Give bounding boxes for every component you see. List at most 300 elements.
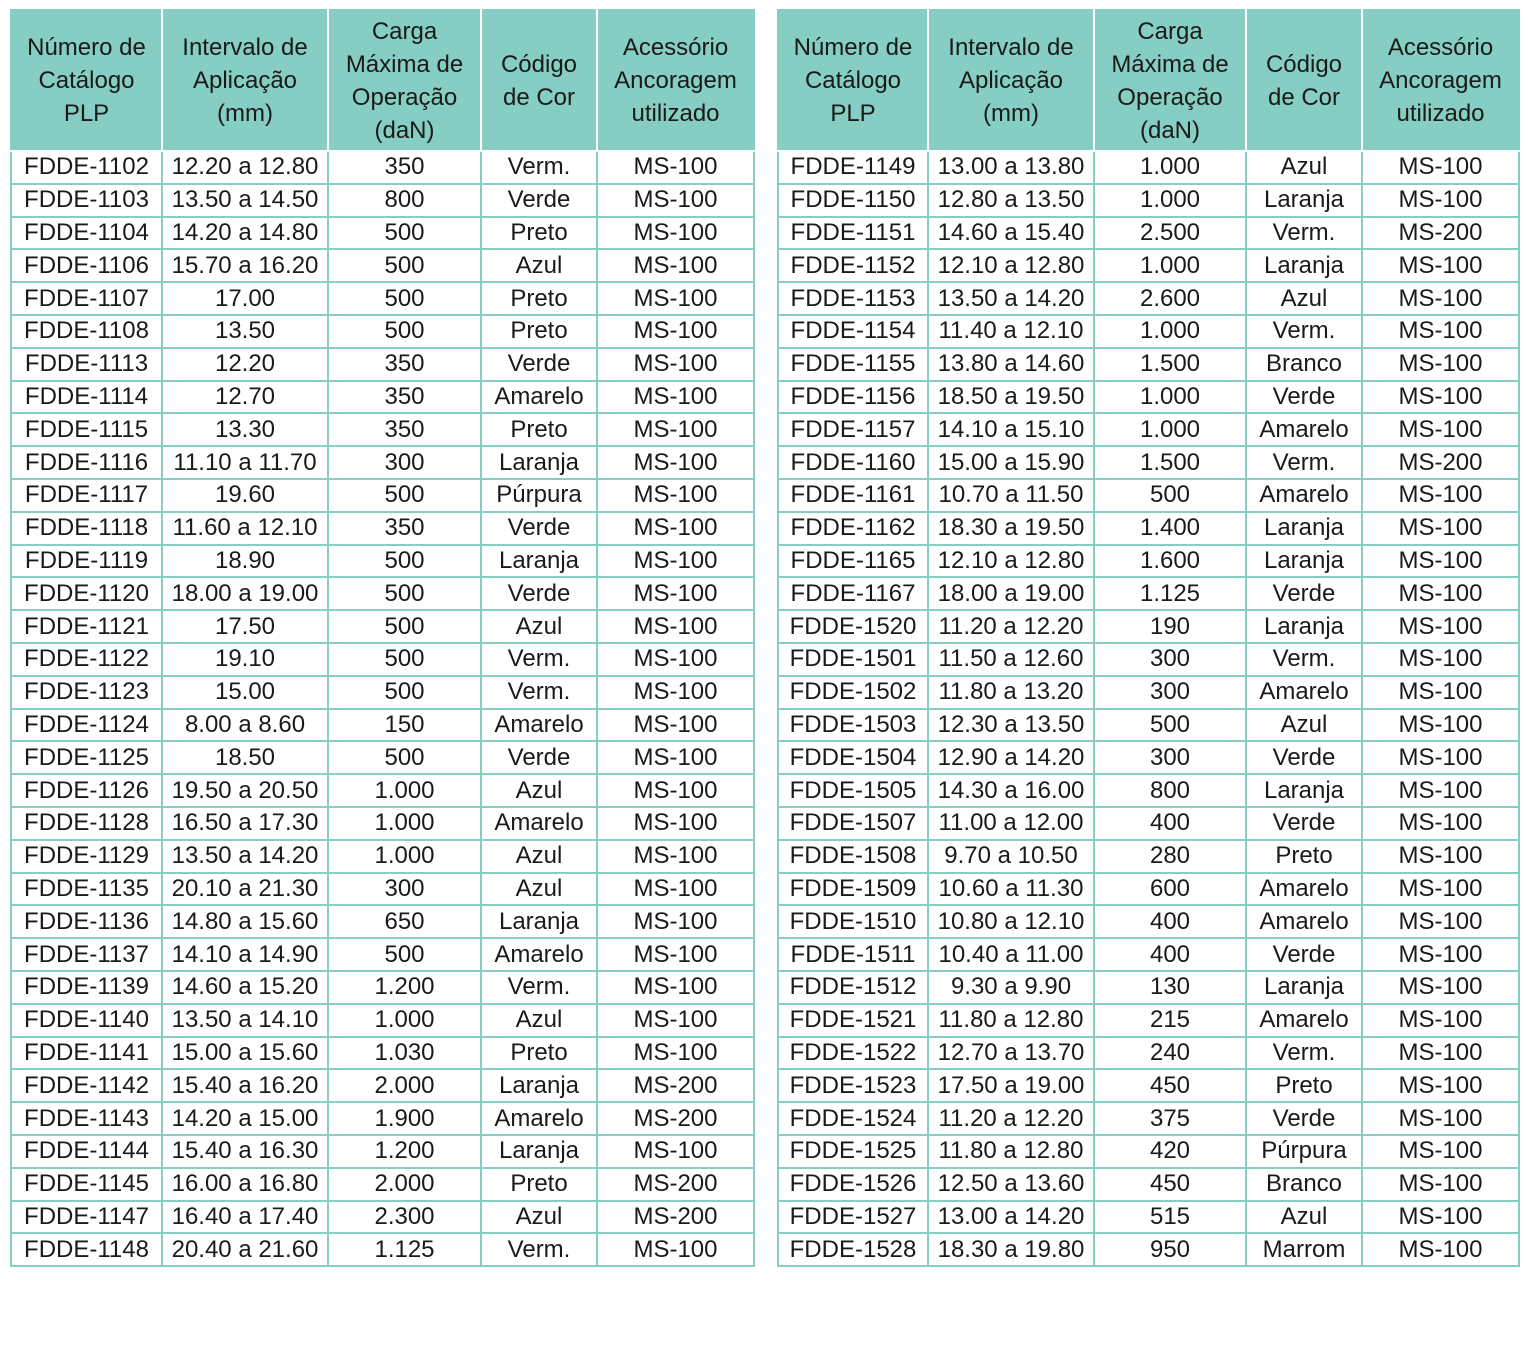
catalog-number-cell: FDDE-1116: [11, 446, 162, 479]
table-header: [11, 10, 754, 151]
table-row: [11, 1168, 754, 1201]
table-row: [11, 282, 754, 315]
anchor-accessory-cell: MS-100: [1362, 709, 1519, 742]
catalog-number-cell: FDDE-1140: [11, 1004, 162, 1037]
table-row: [778, 413, 1519, 446]
application-range-cell: 11.80 a 12.80: [928, 1135, 1094, 1168]
catalog-number-cell: FDDE-1143: [11, 1102, 162, 1135]
color-code-cell: Verde: [1246, 381, 1362, 414]
table-row: [11, 446, 754, 479]
color-code-cell: Branco: [1246, 1168, 1362, 1201]
application-range-cell: 18.50 a 19.50: [928, 381, 1094, 414]
header-line: Aplicação: [192, 67, 298, 94]
anchor-accessory-cell: MS-100: [597, 905, 754, 938]
max-load-cell: 1.000: [328, 774, 481, 807]
color-code-cell: Amarelo: [1246, 873, 1362, 906]
application-range-cell: 12.70 a 13.70: [928, 1037, 1094, 1070]
max-load-cell: 2.300: [328, 1201, 481, 1234]
catalog-number-cell: FDDE-1139: [11, 971, 162, 1004]
catalog-number-cell: FDDE-1507: [778, 807, 928, 840]
max-load-cell: 1.400: [1094, 512, 1246, 545]
color-code-cell: Amarelo: [481, 807, 597, 840]
header-application-range: [928, 10, 1094, 151]
anchor-accessory-cell: MS-100: [1362, 1201, 1519, 1234]
table-row: [778, 151, 1519, 184]
table-row: [778, 315, 1519, 348]
anchor-accessory-cell: MS-100: [1362, 315, 1519, 348]
anchor-accessory-cell: MS-100: [597, 545, 754, 578]
color-code-cell: Verm.: [481, 151, 597, 184]
table-row: [778, 1135, 1519, 1168]
application-range-cell: 14.10 a 14.90: [162, 938, 328, 971]
application-range-cell: 15.40 a 16.20: [162, 1069, 328, 1102]
header-catalog-number: [778, 10, 928, 151]
max-load-cell: 130: [1094, 971, 1246, 1004]
header-line: Operação: [1117, 83, 1223, 111]
application-range-cell: 11.00 a 12.00: [928, 807, 1094, 840]
anchor-accessory-cell: MS-100: [1362, 413, 1519, 446]
anchor-accessory-cell: MS-100: [597, 643, 754, 676]
catalog-number-cell: FDDE-1108: [11, 315, 162, 348]
max-load-cell: 215: [1094, 1004, 1246, 1037]
catalog-number-cell: FDDE-1136: [11, 905, 162, 938]
table-row: [778, 676, 1519, 709]
max-load-cell: 300: [1094, 741, 1246, 774]
catalog-number-cell: FDDE-1527: [778, 1201, 928, 1234]
color-code-cell: Laranja: [481, 545, 597, 578]
anchor-accessory-cell: MS-100: [597, 1233, 754, 1266]
header-line: utilizado: [631, 100, 720, 127]
application-range-cell: 19.60: [162, 479, 328, 512]
table-row: [11, 545, 754, 578]
table-row: [11, 348, 754, 381]
application-range-cell: 12.30 a 13.50: [928, 709, 1094, 742]
application-range-cell: 12.70: [162, 381, 328, 414]
catalog-number-cell: FDDE-1126: [11, 774, 162, 807]
table-row: [11, 807, 754, 840]
header-line: Aplicação: [958, 67, 1064, 94]
application-range-cell: 11.60 a 12.10: [162, 512, 328, 545]
application-range-cell: 15.00: [162, 676, 328, 709]
color-code-cell: Azul: [1246, 282, 1362, 315]
header-line: Acessório: [1387, 34, 1494, 61]
max-load-cell: 350: [328, 512, 481, 545]
color-code-cell: Preto: [481, 1168, 597, 1201]
anchor-accessory-cell: MS-100: [597, 315, 754, 348]
color-code-cell: Preto: [1246, 1069, 1362, 1102]
catalog-number-cell: FDDE-1512: [778, 971, 928, 1004]
color-code-cell: Verde: [481, 184, 597, 217]
anchor-accessory-cell: MS-100: [1362, 1135, 1519, 1168]
anchor-accessory-cell: MS-100: [597, 938, 754, 971]
anchor-accessory-cell: MS-200: [597, 1102, 754, 1135]
max-load-cell: 1.000: [328, 840, 481, 873]
table-row: [11, 577, 754, 610]
anchor-accessory-cell: MS-100: [597, 282, 754, 315]
anchor-accessory-cell: MS-100: [1362, 873, 1519, 906]
max-load-cell: 150: [328, 709, 481, 742]
color-code-cell: Azul: [1246, 1201, 1362, 1234]
anchor-accessory-cell: MS-100: [597, 381, 754, 414]
max-load-cell: 350: [328, 413, 481, 446]
color-code-cell: Preto: [481, 282, 597, 315]
max-load-cell: 1.500: [1094, 348, 1246, 381]
application-range-cell: 16.40 a 17.40: [162, 1201, 328, 1234]
header-line: Código: [500, 50, 578, 78]
table-row: [11, 151, 754, 184]
max-load-cell: 2.000: [328, 1168, 481, 1201]
table-row: [11, 971, 754, 1004]
color-code-cell: Verde: [1246, 741, 1362, 774]
color-code-cell: Laranja: [1246, 545, 1362, 578]
catalog-number-cell: FDDE-1141: [11, 1037, 162, 1070]
catalog-number-cell: FDDE-1526: [778, 1168, 928, 1201]
color-code-cell: Azul: [1246, 151, 1362, 184]
color-code-cell: Laranja: [1246, 610, 1362, 643]
max-load-cell: 800: [328, 184, 481, 217]
application-range-cell: 12.10 a 12.80: [928, 545, 1094, 578]
application-range-cell: 18.00 a 19.00: [162, 577, 328, 610]
table-row: [778, 1037, 1519, 1070]
catalog-number-cell: FDDE-1107: [11, 282, 162, 315]
application-range-cell: 15.70 a 16.20: [162, 249, 328, 282]
catalog-number-cell: FDDE-1160: [778, 446, 928, 479]
catalog-table-right: [777, 9, 1520, 1267]
header-line: Operação: [351, 83, 458, 111]
table-row: [11, 512, 754, 545]
catalog-number-cell: FDDE-1150: [778, 184, 928, 217]
catalog-number-cell: FDDE-1144: [11, 1135, 162, 1168]
anchor-accessory-cell: MS-100: [1362, 971, 1519, 1004]
max-load-cell: 400: [1094, 807, 1246, 840]
application-range-cell: 11.20 a 12.20: [928, 1102, 1094, 1135]
table-body: [778, 151, 1519, 1266]
color-code-cell: Laranja: [481, 1135, 597, 1168]
application-range-cell: 13.80 a 14.60: [928, 348, 1094, 381]
application-range-cell: 13.00 a 13.80: [928, 151, 1094, 184]
table-row: [11, 1201, 754, 1234]
color-code-cell: Laranja: [1246, 184, 1362, 217]
table-row: [778, 381, 1519, 414]
catalog-number-cell: FDDE-1528: [778, 1233, 928, 1266]
anchor-accessory-cell: MS-100: [1362, 610, 1519, 643]
color-code-cell: Verm.: [1246, 446, 1362, 479]
catalog-number-cell: FDDE-1154: [778, 315, 928, 348]
color-code-cell: Amarelo: [1246, 1004, 1362, 1037]
header-line: Intervalo de: [948, 34, 1074, 61]
max-load-cell: 1.000: [328, 807, 481, 840]
application-range-cell: 11.50 a 12.60: [928, 643, 1094, 676]
catalog-number-cell: FDDE-1156: [778, 381, 928, 414]
table-row: [778, 840, 1519, 873]
max-load-cell: 600: [1094, 873, 1246, 906]
anchor-accessory-cell: MS-100: [1362, 1004, 1519, 1037]
table-row: [11, 217, 754, 250]
max-load-cell: 500: [328, 217, 481, 250]
header-line: PLP: [63, 100, 110, 127]
color-code-cell: Laranja: [1246, 774, 1362, 807]
application-range-cell: 12.50 a 13.60: [928, 1168, 1094, 1201]
application-range-cell: 14.30 a 16.00: [928, 774, 1094, 807]
table-row: [778, 1168, 1519, 1201]
anchor-accessory-cell: MS-100: [597, 971, 754, 1004]
color-code-cell: Amarelo: [1246, 905, 1362, 938]
anchor-accessory-cell: MS-100: [1362, 807, 1519, 840]
catalog-number-cell: FDDE-1502: [778, 676, 928, 709]
color-code-cell: Laranja: [481, 905, 597, 938]
max-load-cell: 500: [328, 610, 481, 643]
application-range-cell: 14.80 a 15.60: [162, 905, 328, 938]
max-load-cell: 1.200: [328, 971, 481, 1004]
max-load-cell: 375: [1094, 1102, 1246, 1135]
application-range-cell: 13.50 a 14.10: [162, 1004, 328, 1037]
table-row: [778, 577, 1519, 610]
application-range-cell: 13.50 a 14.20: [928, 282, 1094, 315]
anchor-accessory-cell: MS-100: [1362, 512, 1519, 545]
anchor-accessory-cell: MS-100: [597, 709, 754, 742]
table-row: [778, 446, 1519, 479]
header-line: Carga: [371, 17, 438, 45]
table-row: [778, 610, 1519, 643]
application-range-cell: 13.00 a 14.20: [928, 1201, 1094, 1234]
color-code-cell: Púrpura: [481, 479, 597, 512]
table-row: [778, 873, 1519, 906]
application-range-cell: 12.80 a 13.50: [928, 184, 1094, 217]
catalog-number-cell: FDDE-1505: [778, 774, 928, 807]
color-code-cell: Verm.: [481, 971, 597, 1004]
table-row: [11, 905, 754, 938]
anchor-accessory-cell: MS-100: [597, 184, 754, 217]
table-row: [778, 249, 1519, 282]
max-load-cell: 1.030: [328, 1037, 481, 1070]
catalog-number-cell: FDDE-1117: [11, 479, 162, 512]
anchor-accessory-cell: MS-100: [1362, 741, 1519, 774]
color-code-cell: Marrom: [1246, 1233, 1362, 1266]
max-load-cell: 240: [1094, 1037, 1246, 1070]
color-code-cell: Azul: [481, 610, 597, 643]
color-code-cell: Laranja: [481, 446, 597, 479]
application-range-cell: 17.50: [162, 610, 328, 643]
max-load-cell: 500: [328, 938, 481, 971]
anchor-accessory-cell: MS-200: [1362, 446, 1519, 479]
table-row: [11, 1135, 754, 1168]
color-code-cell: Verm.: [481, 676, 597, 709]
max-load-cell: 450: [1094, 1168, 1246, 1201]
max-load-cell: 1.900: [328, 1102, 481, 1135]
table-row: [778, 1004, 1519, 1037]
application-range-cell: 10.60 a 11.30: [928, 873, 1094, 906]
application-range-cell: 17.50 a 19.00: [928, 1069, 1094, 1102]
catalog-number-cell: FDDE-1151: [778, 217, 928, 250]
color-code-cell: Verde: [1246, 807, 1362, 840]
application-range-cell: 11.40 a 12.10: [928, 315, 1094, 348]
header-line: Máxima de: [345, 50, 464, 78]
application-range-cell: 20.40 a 21.60: [162, 1233, 328, 1266]
max-load-cell: 2.500: [1094, 217, 1246, 250]
max-load-cell: 350: [328, 348, 481, 381]
table-row: [11, 1102, 754, 1135]
max-load-cell: 1.000: [1094, 249, 1246, 282]
table-row: [778, 512, 1519, 545]
application-range-cell: 14.60 a 15.20: [162, 971, 328, 1004]
catalog-number-cell: FDDE-1135: [11, 873, 162, 906]
header-line: Código: [1265, 50, 1343, 78]
catalog-number-cell: FDDE-1137: [11, 938, 162, 971]
max-load-cell: 1.000: [1094, 151, 1246, 184]
color-code-cell: Verde: [1246, 938, 1362, 971]
color-code-cell: Preto: [481, 1037, 597, 1070]
anchor-accessory-cell: MS-100: [1362, 249, 1519, 282]
catalog-number-cell: FDDE-1122: [11, 643, 162, 676]
anchor-accessory-cell: MS-200: [597, 1201, 754, 1234]
anchor-accessory-cell: MS-100: [597, 413, 754, 446]
color-code-cell: Laranja: [1246, 971, 1362, 1004]
catalog-number-cell: FDDE-1165: [778, 545, 928, 578]
max-load-cell: 500: [328, 282, 481, 315]
catalog-number-cell: FDDE-1523: [778, 1069, 928, 1102]
header-row: [778, 10, 1519, 151]
application-range-cell: 14.20 a 15.00: [162, 1102, 328, 1135]
color-code-cell: Laranja: [1246, 249, 1362, 282]
table-row: [11, 1004, 754, 1037]
color-code-cell: Verde: [1246, 1102, 1362, 1135]
table-row: [11, 184, 754, 217]
header-line: Ancoragem: [614, 67, 737, 94]
application-range-cell: 12.90 a 14.20: [928, 741, 1094, 774]
table-row: [778, 1201, 1519, 1234]
catalog-number-cell: FDDE-1119: [11, 545, 162, 578]
application-range-cell: 14.20 a 14.80: [162, 217, 328, 250]
catalog-number-cell: FDDE-1120: [11, 577, 162, 610]
max-load-cell: 500: [328, 315, 481, 348]
header-max-load: [1094, 10, 1246, 151]
color-code-cell: Verm.: [1246, 217, 1362, 250]
application-range-cell: 11.80 a 12.80: [928, 1004, 1094, 1037]
color-code-cell: Azul: [481, 774, 597, 807]
table-row: [11, 1069, 754, 1102]
catalog-number-cell: FDDE-1128: [11, 807, 162, 840]
application-range-cell: 9.70 a 10.50: [928, 840, 1094, 873]
application-range-cell: 9.30 a 9.90: [928, 971, 1094, 1004]
catalog-number-cell: FDDE-1504: [778, 741, 928, 774]
catalog-number-cell: FDDE-1102: [11, 151, 162, 184]
max-load-cell: 800: [1094, 774, 1246, 807]
catalog-number-cell: FDDE-1149: [778, 151, 928, 184]
header-line: Catálogo: [38, 67, 135, 94]
table-row: [778, 1069, 1519, 1102]
header-line: Número de: [793, 34, 913, 61]
color-code-cell: Verde: [1246, 577, 1362, 610]
header-row: [11, 10, 754, 151]
color-code-cell: Amarelo: [1246, 676, 1362, 709]
application-range-cell: 14.60 a 15.40: [928, 217, 1094, 250]
anchor-accessory-cell: MS-100: [1362, 381, 1519, 414]
application-range-cell: 15.00 a 15.60: [162, 1037, 328, 1070]
max-load-cell: 500: [328, 577, 481, 610]
max-load-cell: 300: [328, 446, 481, 479]
catalog-number-cell: FDDE-1106: [11, 249, 162, 282]
catalog-number-cell: FDDE-1162: [778, 512, 928, 545]
table-row: [778, 709, 1519, 742]
max-load-cell: 950: [1094, 1233, 1246, 1266]
header-line: (daN): [374, 116, 435, 144]
table-row: [778, 643, 1519, 676]
anchor-accessory-cell: MS-100: [597, 577, 754, 610]
catalog-number-cell: FDDE-1522: [778, 1037, 928, 1070]
anchor-accessory-cell: MS-100: [597, 1037, 754, 1070]
color-code-cell: Verde: [481, 512, 597, 545]
max-load-cell: 300: [1094, 643, 1246, 676]
max-load-cell: 300: [1094, 676, 1246, 709]
application-range-cell: 11.20 a 12.20: [928, 610, 1094, 643]
max-load-cell: 1.000: [328, 1004, 481, 1037]
color-code-cell: Amarelo: [481, 381, 597, 414]
color-code-cell: Preto: [481, 413, 597, 446]
color-code-cell: Branco: [1246, 348, 1362, 381]
anchor-accessory-cell: MS-100: [1362, 1168, 1519, 1201]
catalog-number-cell: FDDE-1123: [11, 676, 162, 709]
anchor-accessory-cell: MS-100: [597, 741, 754, 774]
anchor-accessory-cell: MS-100: [1362, 184, 1519, 217]
catalog-number-cell: FDDE-1148: [11, 1233, 162, 1266]
table-row: [11, 610, 754, 643]
max-load-cell: 650: [328, 905, 481, 938]
anchor-accessory-cell: MS-100: [597, 348, 754, 381]
anchor-accessory-cell: MS-100: [1362, 348, 1519, 381]
table-row: [778, 282, 1519, 315]
application-range-cell: 12.20 a 12.80: [162, 151, 328, 184]
application-range-cell: 16.00 a 16.80: [162, 1168, 328, 1201]
header-color-code: [1246, 10, 1362, 151]
anchor-accessory-cell: MS-100: [597, 249, 754, 282]
max-load-cell: 500: [328, 249, 481, 282]
color-code-cell: Preto: [1246, 840, 1362, 873]
anchor-accessory-cell: MS-100: [1362, 676, 1519, 709]
catalog-number-cell: FDDE-1147: [11, 1201, 162, 1234]
max-load-cell: 1.000: [1094, 184, 1246, 217]
catalog-number-cell: FDDE-1113: [11, 348, 162, 381]
color-code-cell: Azul: [1246, 709, 1362, 742]
anchor-accessory-cell: MS-100: [597, 479, 754, 512]
table-row: [778, 938, 1519, 971]
application-range-cell: 16.50 a 17.30: [162, 807, 328, 840]
table-row: [11, 938, 754, 971]
application-range-cell: 10.70 a 11.50: [928, 479, 1094, 512]
color-code-cell: Verm.: [1246, 315, 1362, 348]
color-code-cell: Preto: [481, 217, 597, 250]
anchor-accessory-cell: MS-100: [597, 151, 754, 184]
anchor-accessory-cell: MS-100: [1362, 1233, 1519, 1266]
color-code-cell: Preto: [481, 315, 597, 348]
table-row: [778, 741, 1519, 774]
application-range-cell: 15.40 a 16.30: [162, 1135, 328, 1168]
catalog-number-cell: FDDE-1521: [778, 1004, 928, 1037]
catalog-number-cell: FDDE-1115: [11, 413, 162, 446]
color-code-cell: Púrpura: [1246, 1135, 1362, 1168]
table-row: [11, 413, 754, 446]
max-load-cell: 500: [1094, 479, 1246, 512]
anchor-accessory-cell: MS-100: [597, 1135, 754, 1168]
max-load-cell: 1.000: [1094, 315, 1246, 348]
color-code-cell: Verde: [481, 741, 597, 774]
catalog-table-left: [10, 9, 755, 1267]
table-row: [11, 774, 754, 807]
color-code-cell: Laranja: [481, 1069, 597, 1102]
anchor-accessory-cell: MS-200: [597, 1168, 754, 1201]
table-row: [778, 774, 1519, 807]
catalog-number-cell: FDDE-1125: [11, 741, 162, 774]
application-range-cell: 13.50: [162, 315, 328, 348]
